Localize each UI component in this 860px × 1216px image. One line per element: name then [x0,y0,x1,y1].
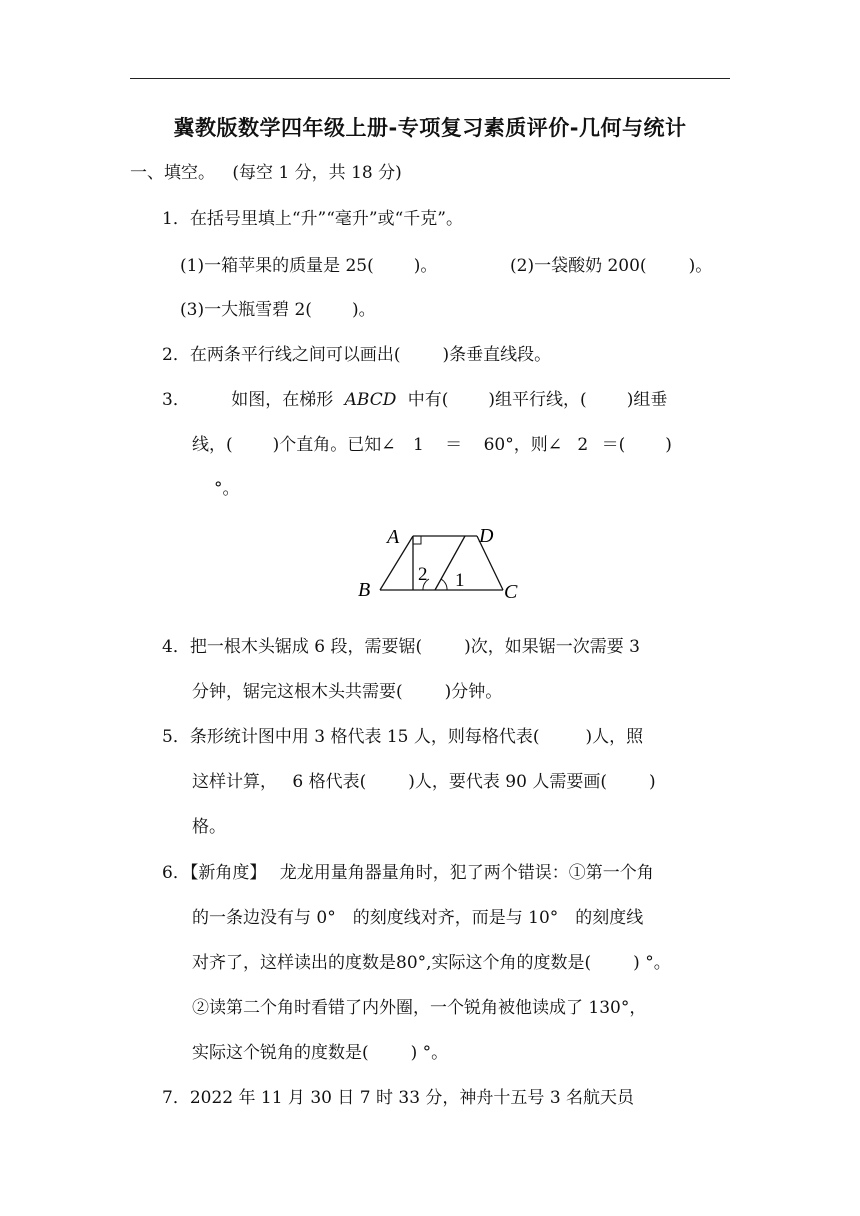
section-note: (每空 1 分，共 18 分) [232,163,402,183]
vertex-a-label: A [387,526,400,548]
q3-line-3: °。 [214,479,240,499]
q6-line-3: 对齐了，这样读出的度数是80°,实际这个角的度数是( ) °。 [192,953,671,973]
angle-2-label: 2 [418,564,428,585]
q3-line-2: 线，( )个直角。已知∠ 1 ＝ 60°，则∠ 2 ＝( ) [192,435,672,455]
q5-line-2: 这样计算， 6 格代表( )人，要代表 90 人需要画( ) [192,772,656,792]
top-rule [130,78,730,79]
q2: 2．在两条平行线之间可以画出( )条垂直线段。 [162,345,552,365]
q5-line-3: 格。 [192,817,226,837]
q5-line-1: 5．条形统计图中用 3 格代表 15 人，则每格代表( )人，照 [162,727,644,747]
q1-part-b: (2)一袋酸奶 200( )。 [510,256,713,276]
angle-1-arc [441,579,447,590]
q1-part-c: (3)一大瓶雪碧 2( )。 [180,300,376,320]
q6-line-2: 的一条边没有与 0° 的刻度线对齐，而是与 10° 的刻度线 [192,908,644,928]
q1-stem: 1．在括号里填上“升”“毫升”或“千克”。 [162,209,463,229]
q4-line-1: 4．把一根木头锯成 6 段，需要锯( )次，如果锯一次需要 3 [162,637,640,657]
q6-line-4: ②读第二个角时看错了内外圈，一个锐角被他读成了 130°， [192,998,647,1018]
vertex-b-label: B [358,579,371,601]
new-angle-tag: 【新角度】 [189,863,267,883]
vertex-c-label: C [504,581,518,603]
q4-line-2: 分钟，锯完这根木头共需要( )分钟。 [192,682,503,702]
section-heading: 一、填空。 (每空 1 分，共 18 分) [130,163,402,183]
q6-line-1: 6．【新角度】 龙龙用量角器量角时，犯了两个错误：①第一个角 [162,863,654,883]
q3-line-1: 3． 如图，在梯形 ABCD 中有( )组平行线，( )组垂 [162,390,668,410]
q7-line-1: 7．2022 年 11 月 30 日 7 时 33 分，神舟十五号 3 名航天员 [162,1088,635,1108]
right-angle-mark [413,536,421,544]
vertex-d-label: D [479,525,494,547]
q1-part-a: (1)一箱苹果的质量是 25( )。 [180,256,438,276]
trapezoid-figure [355,518,535,608]
page-title: 冀教版数学四年级上册-专项复习素质评价-几何与统计 [173,116,687,140]
q6-line-5: 实际这个锐角的度数是( ) °。 [192,1043,449,1063]
angle-1-label: 1 [455,570,465,591]
